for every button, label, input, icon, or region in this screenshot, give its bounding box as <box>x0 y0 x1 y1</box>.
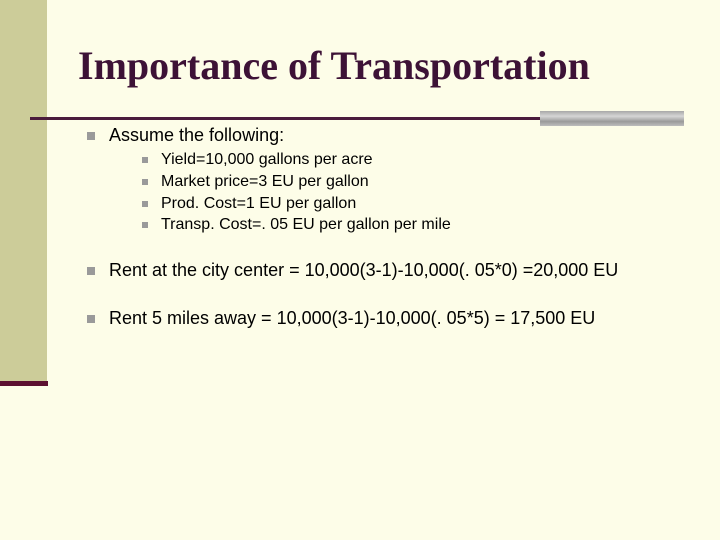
square-bullet-icon <box>87 315 95 323</box>
title-underline-accent <box>540 111 684 126</box>
sub-bullet-text: Market price=3 EU per gallon <box>161 173 369 190</box>
sub-bullet-transp-cost <box>142 216 451 234</box>
sub-bullet-text: Transp. Cost=. 05 EU per gallon per mile <box>161 216 451 233</box>
square-bullet-icon <box>142 157 148 163</box>
sub-bullet-market-price <box>142 173 369 191</box>
bullet-text: Rent 5 miles away = 10,000(3-1)-10,000(. 05*5) = 17,500 EU <box>109 308 596 328</box>
square-bullet-icon <box>142 179 148 185</box>
sub-bullet-text: Prod. Cost=1 EU per gallon <box>161 195 357 212</box>
sub-bullet-prod-cost <box>142 195 356 213</box>
bullet-rent-city-center <box>87 260 618 281</box>
left-accent-bar <box>0 0 47 383</box>
slide-title: Importance of Transportation <box>78 43 590 88</box>
left-accent-bar-cap <box>0 381 48 386</box>
square-bullet-icon <box>142 201 148 207</box>
sub-bullet-yield <box>142 151 373 169</box>
title-underline <box>30 117 540 120</box>
bullet-rent-5-miles <box>87 308 595 329</box>
sub-bullet-text: Yield=10,000 gallons per acre <box>161 151 373 168</box>
bullet-text: Assume the following: <box>109 125 285 145</box>
square-bullet-icon <box>87 132 95 140</box>
square-bullet-icon <box>87 267 95 275</box>
bullet-assume <box>87 125 284 146</box>
bullet-text: Rent at the city center = 10,000(3-1)-10,000(. 05*0) =20,000 EU <box>109 260 619 280</box>
square-bullet-icon <box>142 222 148 228</box>
